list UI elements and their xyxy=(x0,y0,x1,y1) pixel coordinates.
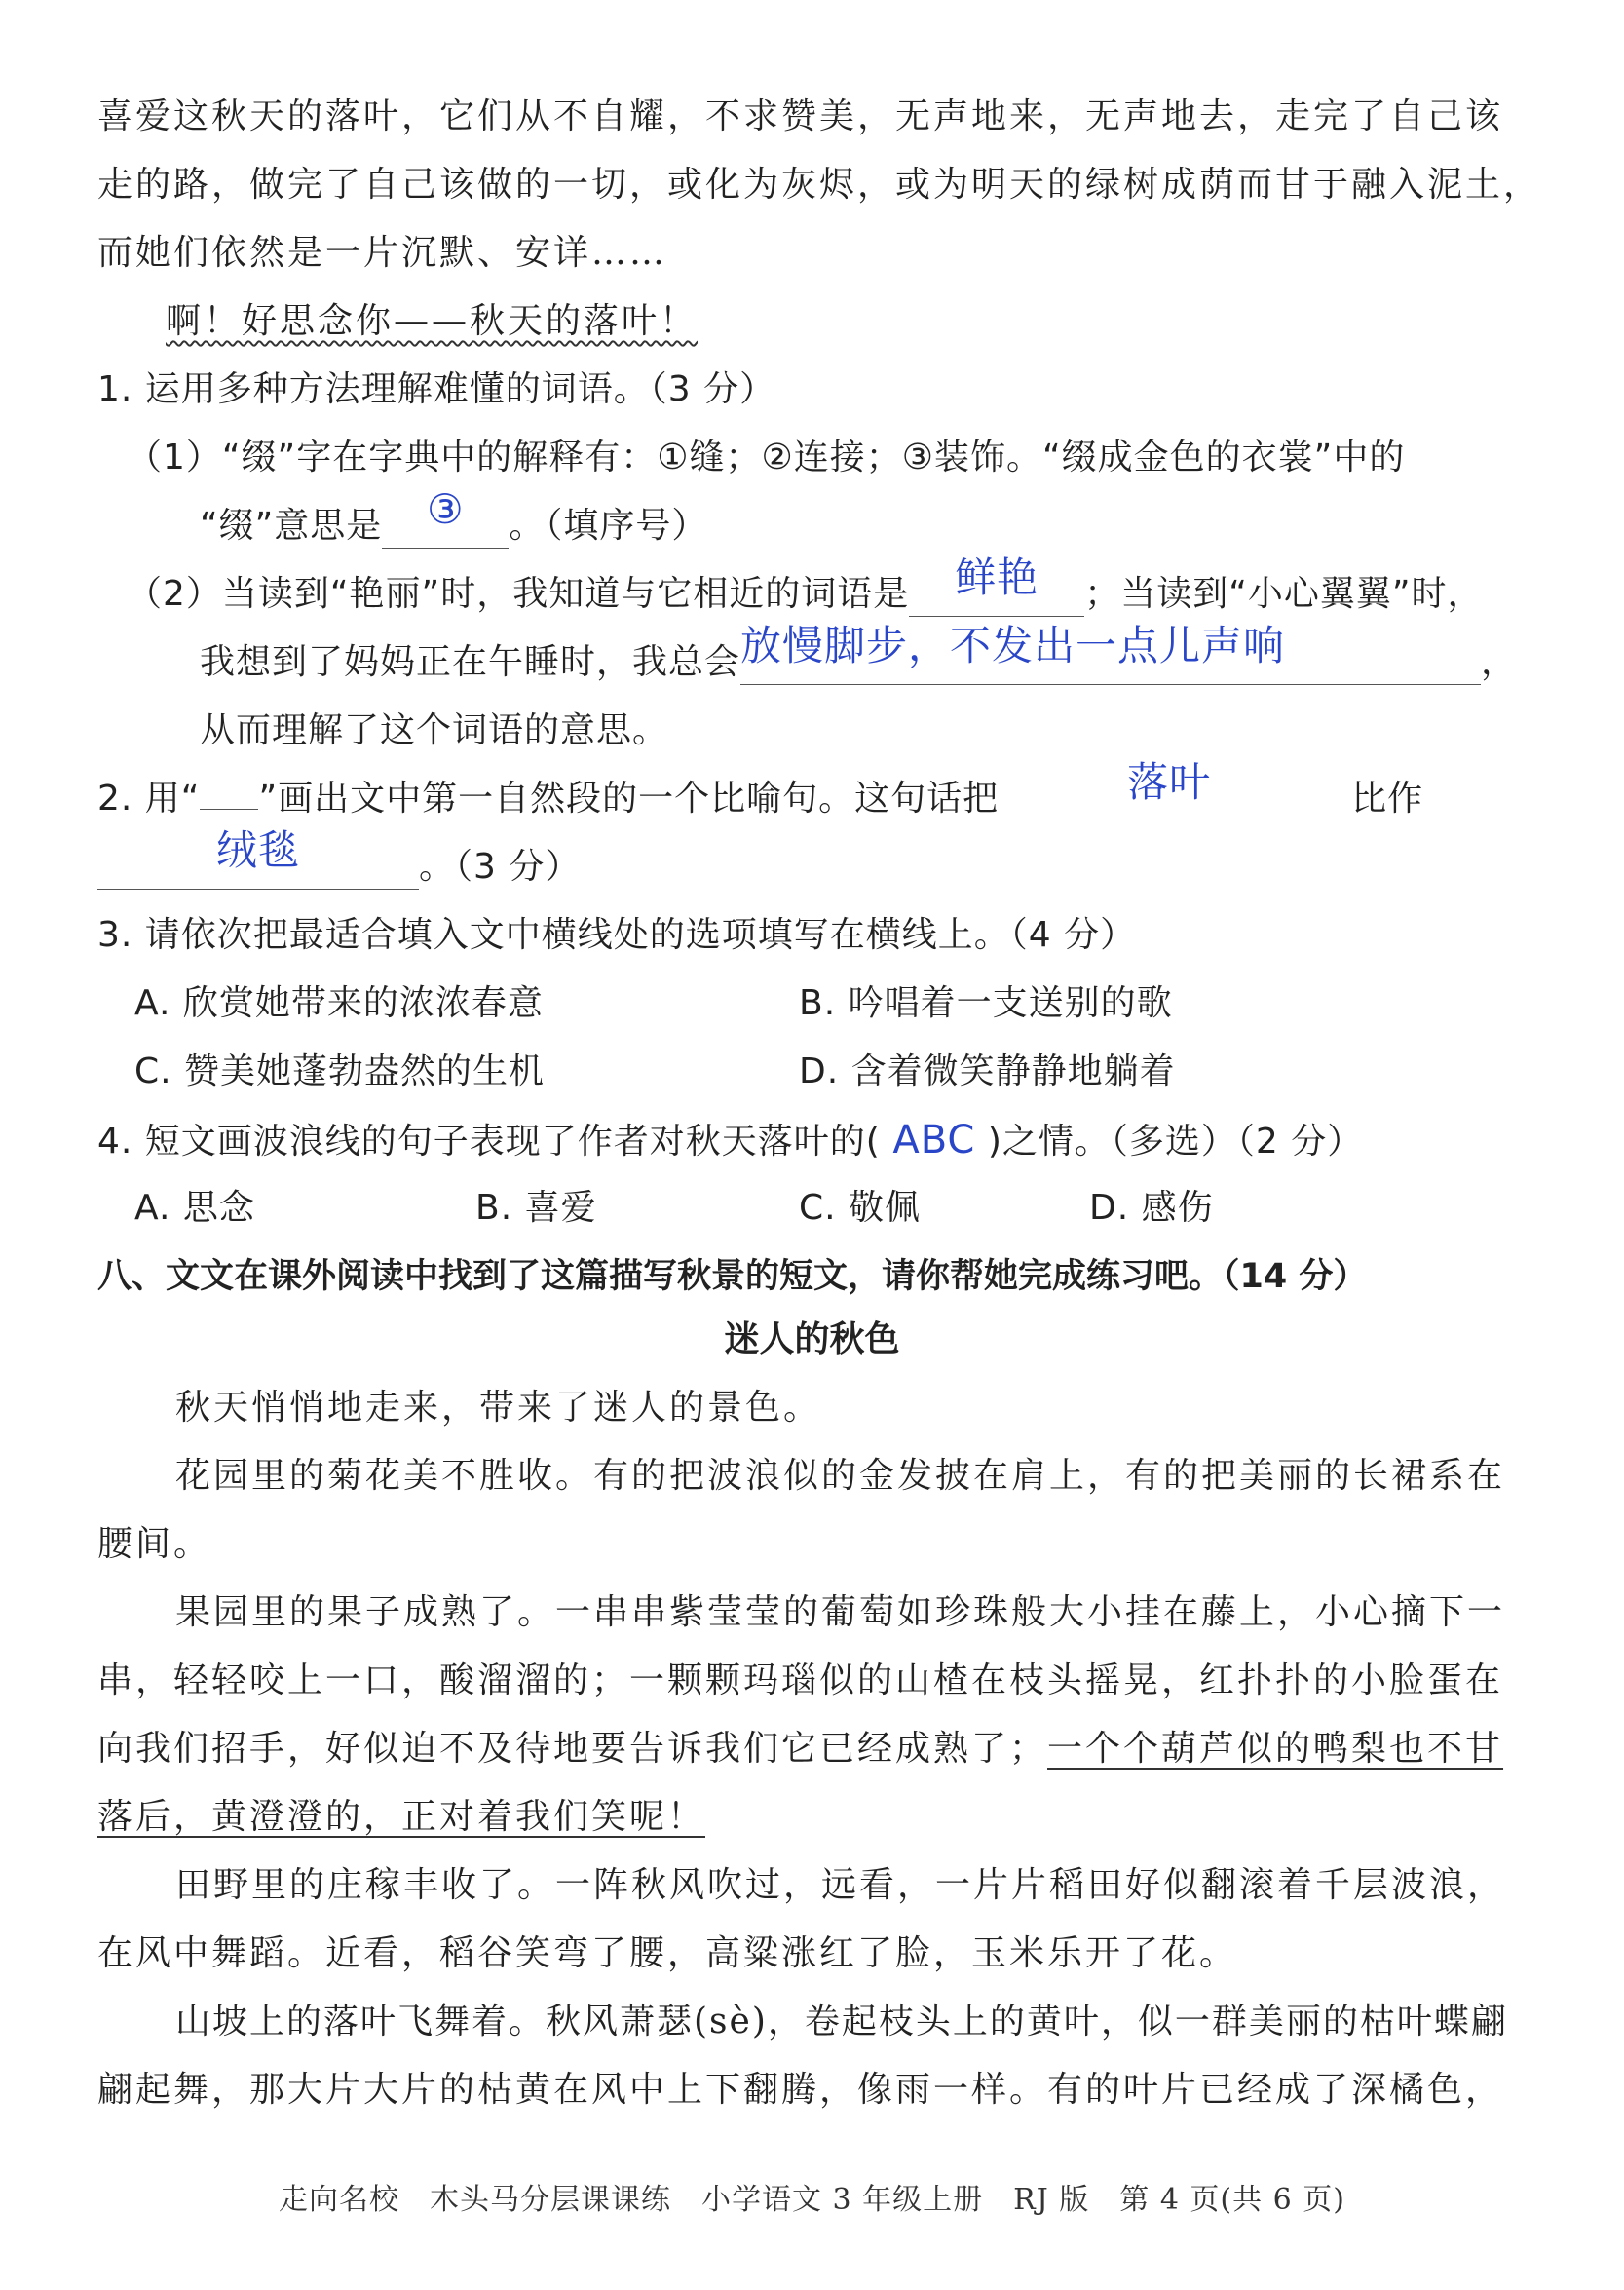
q2-prefix: 2. 用“ xyxy=(97,779,201,819)
q1-part1-prefix: “缀”意思是 xyxy=(200,506,383,546)
passage-paragraph: 果园里的果子成熟了。一串串紫莹莹的葡萄如珍珠般大小挂在藤上，小心摘下一 xyxy=(175,1592,1506,1632)
handwritten-answer: 绒毯 xyxy=(215,826,300,874)
underline-sample xyxy=(200,809,258,810)
q1-part1-text: （1）“缀”字在字典中的解释有：①缝；②连接；③装饰。“缀成金色的衣裳”中的 xyxy=(127,438,1406,477)
q2-middle: ”画出文中第一自然段的一个比喻句。这句话把 xyxy=(258,779,1000,819)
q3-option-c: C. 赞美她蓬勃盎然的生机 xyxy=(134,1051,546,1091)
underlined-sentence: 一个个葫芦似的鸭梨也不甘 xyxy=(1047,1729,1504,1769)
q4-option-a: A. 思念 xyxy=(134,1188,255,1228)
question-2-line-a xyxy=(97,758,1527,823)
underlined-sentence: 落后，黄澄澄的，正对着我们笑呢！ xyxy=(97,1797,706,1837)
passage-line: 串，轻轻咬上一口，酸溜溜的；一颗颗玛瑙似的山楂在枝头摇晃，红扑扑的小脸蛋在 xyxy=(97,1660,1504,1700)
passage-line xyxy=(97,1725,1527,1774)
passage-line: 在风中舞蹈。近看，稻谷笑弯了腰，高粱涨红了脸，玉米乐开了花。 xyxy=(97,1933,1238,1973)
q3-option-d: D. 含着微笑静静地躺着 xyxy=(799,1051,1176,1091)
passage-line: 翩起舞，那大片大片的枯黄在风中上下翻腾，像雨一样。有的叶片已经成了深橘色， xyxy=(97,2070,1504,2110)
page-footer: 走向名校 木头马分层课课练 小学语文 3 年级上册 RJ 版 第 4 页(共 6 页) xyxy=(278,2183,1346,2217)
wavy-underlined-text: 啊！好思念你——秋天的落叶！ xyxy=(166,301,699,341)
q4-suffix: )之情。（多选）（2 分） xyxy=(987,1122,1364,1162)
handwritten-answer: 放慢脚步，不发出一点儿声响 xyxy=(740,622,1286,669)
question-4-line xyxy=(97,1116,1527,1166)
q4-prefix: 4. 短文画波浪线的句子表现了作者对秋天落叶的( xyxy=(97,1122,881,1162)
q4-option-d: D. 感伤 xyxy=(1089,1188,1214,1228)
answer-blank[interactable] xyxy=(382,485,509,549)
handwritten-answer: ③ xyxy=(426,485,465,533)
handwritten-answer[interactable]: ABC xyxy=(892,1118,976,1163)
q1-part1-suffix: 。（填序号） xyxy=(509,506,708,546)
passage-line: 喜爱这秋天的落叶，它们从不自耀，不求赞美，无声地来，无声地去，走完了自己该 xyxy=(97,96,1504,136)
passage-paragraph: 秋天悄悄地走来，带来了迷人的景色。 xyxy=(175,1388,822,1428)
q1-part1-answer-line xyxy=(200,485,1527,551)
passage-text: 向我们招手，好似迫不及待地要告诉我们它已经成熟了； xyxy=(97,1729,1048,1769)
section-8-heading: 八、文文在课外阅读中找到了这篇描写秋景的短文，请你帮她完成练习吧。（14 分） xyxy=(97,1257,1368,1296)
passage-title: 迷人的秋色 xyxy=(724,1319,900,1359)
q1-part2b-prefix: 我想到了妈妈正在午睡时，我总会 xyxy=(200,642,741,682)
q1-part2-suffix: ；当读到“小心翼翼”时， xyxy=(1084,574,1484,614)
passage-paragraph: 田野里的庄稼丰收了。一阵秋风吹过，远看，一片片稻田好似翻滚着千层波浪， xyxy=(175,1865,1506,1905)
handwritten-answer: 落叶 xyxy=(1127,758,1212,806)
answer-blank[interactable] xyxy=(740,622,1481,685)
q3-option-a: A. 欣赏她带来的浓浓春意 xyxy=(134,983,544,1023)
passage-paragraph: 花园里的菊花美不胜收。有的把波浪似的金发披在肩上，有的把美丽的长裙系在 xyxy=(175,1456,1506,1496)
q1-part2-line-b xyxy=(200,622,1527,687)
passage-line: 而她们依然是一片沉默、安详…… xyxy=(97,233,668,273)
q1-part2-line-c: 从而理解了这个词语的意思。 xyxy=(200,710,669,750)
q3-option-b: B. 吟唱着一支送别的歌 xyxy=(799,983,1173,1023)
passage-line: 腰间。 xyxy=(97,1524,212,1564)
q1-part2-prefix: （2）当读到“艳丽”时，我知道与它相近的词语是 xyxy=(127,574,910,614)
question-1-heading: 1. 运用多种方法理解难懂的词语。（3 分） xyxy=(97,369,776,409)
passage-line xyxy=(97,1793,1527,1842)
answer-blank[interactable] xyxy=(97,826,419,890)
q1-part2-line-a xyxy=(127,553,1527,619)
q2-line-b-suffix: 。（3 分） xyxy=(419,847,582,887)
answer-blank[interactable] xyxy=(999,758,1340,821)
passage-paragraph: 山坡上的落叶飞舞着。秋风萧瑟(sè)，卷起枝头上的黄叶，似一群美丽的枯叶蝶翩 xyxy=(175,2002,1508,2042)
handwritten-answer: 鲜艳 xyxy=(955,553,1039,601)
q4-option-c: C. 敬佩 xyxy=(799,1188,922,1228)
q1-part2b-suffix: ， xyxy=(1481,642,1518,682)
wavy-sentence xyxy=(166,297,1527,346)
answer-blank[interactable] xyxy=(909,553,1084,617)
q2-suffix: 比作 xyxy=(1351,779,1424,819)
question-2-line-b xyxy=(97,826,1527,892)
q4-option-b: B. 喜爱 xyxy=(475,1188,597,1228)
passage-line: 走的路，做完了自己该做的一切，或化为灰烬，或为明天的绿树成荫而甘于融入泥土， xyxy=(97,165,1542,205)
question-3-heading: 3. 请依次把最适合填入文中横线处的选项填写在横线上。（4 分） xyxy=(97,915,1137,955)
